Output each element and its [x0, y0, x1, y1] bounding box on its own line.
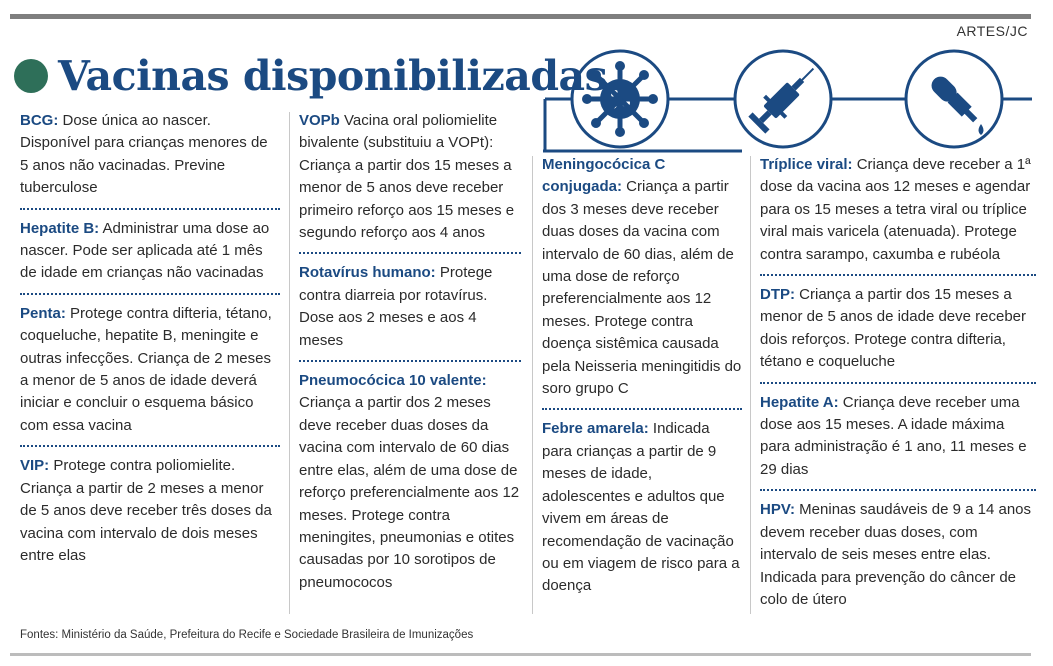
vaccine-item-hepatite-a: Hepatite A: Criança deve receber uma dose aos 15 meses. A idade máxima para administração é 1 ano, 11 meses e 29 dias	[760, 392, 1036, 492]
vaccine-item-febre-amarela: Febre amarela: Indicada para crianças a partir de 9 meses de idade, adolescentes e adultos que vivem em áreas de recomendação de vacinação ou em viagem de risco para a doença	[542, 420, 740, 595]
vaccine-item-hpv: HPV: Meninas saudáveis de 9 a 14 anos devem receber duas doses, com intervalo de seis meses entre elas. Indicada para prevenção do câncer de colo de útero	[760, 501, 1032, 608]
vaccine-item-dtp: DTP: Criança a partir dos 15 meses a menor de 5 anos de idade deve receber dois reforços. Protege contra difteria, tétano e coqueluche	[760, 284, 1036, 384]
page-title: Vacinas disponibilizadas	[58, 52, 608, 100]
vaccine-item-triplice-viral: Tríplice viral: Criança deve receber a 1ª dose da vacina aos 12 meses e agendar para os 15 meses a tetra viral ou tríplice viral mais varicela (atenuada). Protege contra sarampo, caxumba e rubéola	[760, 154, 1036, 276]
column-4	[760, 154, 1036, 627]
column-divider	[532, 156, 533, 614]
credit: ARTES/JC	[956, 23, 1028, 39]
vaccine-item-rotavirus: Rotavírus humano: Protege contra diarreia por rotavírus. Dose aos 2 meses e aos 4 meses	[299, 262, 521, 362]
vaccine-item-pneumococica: Pneumocócica 10 valente: Criança a partir dos 2 meses deve receber duas doses da vacina com intervalo de 60 dias entre elas, além de uma dose de reforço preferencialmente aos 12 meses. Protege contra meningites, pneumonias e otites causadas por 10 sorotipos de pneumococos	[299, 372, 520, 591]
vaccine-item-vopb: VOPb Vacina oral poliomielite bivalente (substituiu a VOPt): Criança a partir dos 15 meses a menor de 5 anos deve receber primeiro reforço aos 15 meses e segundo reforço aos 4 anos	[299, 110, 521, 254]
vaccine-item-meningococica: Meningocócica C conjugada: Criança a partir dos 3 meses deve receber duas doses da vacina com intervalo de 60 dias, além de uma dose de reforço preferencialmente aos 12 meses. Protege contra doença sistêmica causada pela Neisseria meningitidis do soro grupo C	[542, 154, 742, 410]
vaccine-item-hepatite-b: Hepatite B: Administrar uma dose ao nascer. Pode ser aplicada até 1 mês de idade em crianças não vacinadas	[20, 218, 280, 295]
top-rule	[10, 14, 1031, 19]
dropper-icon	[906, 51, 1002, 147]
title-block	[14, 52, 607, 100]
column-1	[20, 110, 280, 583]
vaccine-item-bcg: BCG: Dose única ao nascer. Disponível para crianças menores de 5 anos não vacinadas. Previne tuberculose	[20, 110, 280, 210]
column-divider	[750, 156, 751, 614]
column-3	[542, 154, 742, 614]
vaccine-item-vip: VIP: Protege contra poliomielite. Criança a partir de 2 meses a menor de 5 anos deve receber três doses da vacina com intervalo de dois meses entre elas	[20, 457, 272, 564]
vaccine-item-penta: Penta: Protege contra difteria, tétano, coqueluche, hepatite B, meningite e outras infecções. Criança de 2 meses a menor de 5 anos de idade deverá iniciar e concluir o esquema básico com essa vacina	[20, 303, 280, 447]
sources-note: Fontes: Ministério da Saúde, Prefeitura do Recife e Sociedade Brasileira de Imunizações	[20, 629, 474, 641]
title-bullet	[14, 59, 48, 93]
column-2	[299, 110, 521, 610]
bottom-rule	[10, 653, 1031, 656]
column-divider	[289, 112, 290, 614]
syringe-icon	[735, 51, 831, 147]
